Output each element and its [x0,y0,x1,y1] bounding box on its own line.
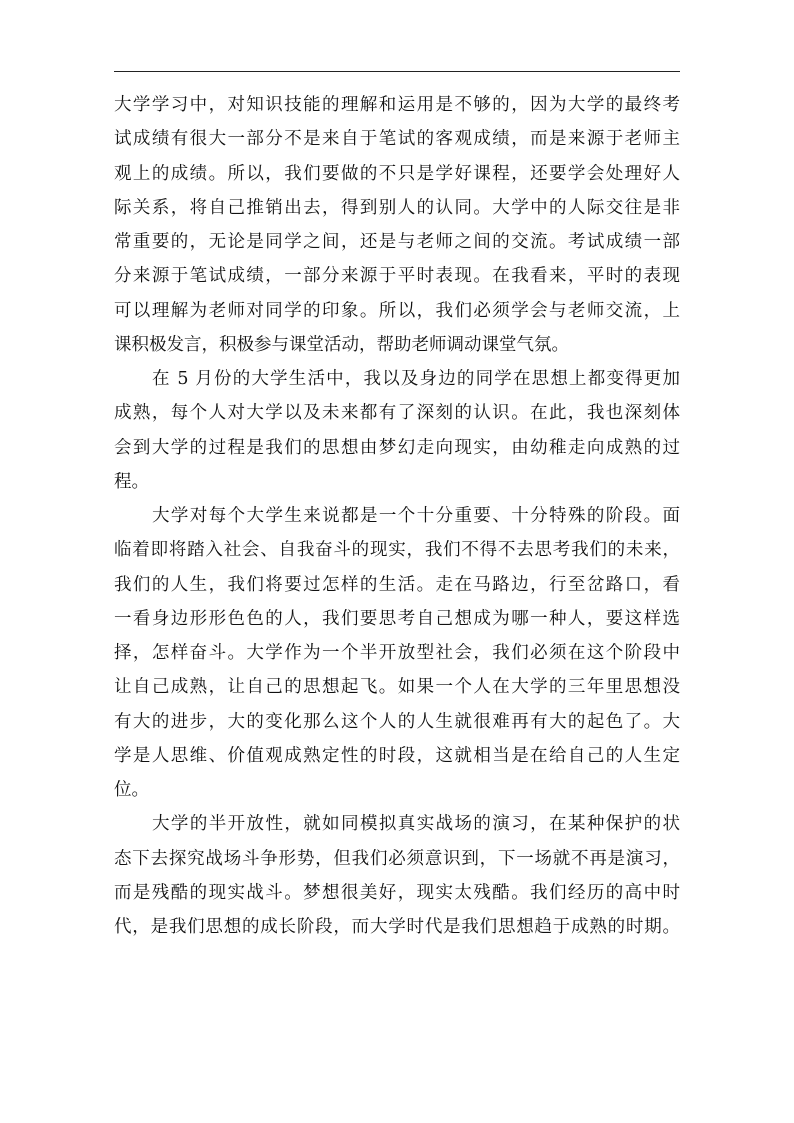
text-line: 大学学习中，对知识技能的理解和运用是不够的，因为大学的最终考 [114,95,680,115]
text-line: 观上的成绩。所以，我们要做的不只是学好课程，还要学会处理好人 [114,163,680,184]
text-line: 程。 [114,471,149,492]
header-rule [114,71,680,72]
text-line: 择，怎样奋斗。大学作为一个半开放型社会，我们必须在这个阶段中 [114,643,680,663]
text-line: 而是残酷的现实战斗。梦想很美好，现实太残酷。我们经历的高中时 [114,882,680,903]
paragraph-3 [114,499,680,807]
text-line: 课积极发言，积极参与课堂活动，帮助老师调动课堂气氛。 [114,334,569,355]
text-line: 际关系，将自己推销出去，得到别人的认同。大学中的人际交往是非 [114,197,680,218]
text-line: 常重要的，无论是同学之间，还是与老师之间的交流。考试成绩一部 [114,232,680,252]
paragraph-2 [114,362,680,499]
text-line: 学是人思维、价值观成熟定性的时段，这就相当是在给自己的人生定 [114,745,680,766]
text-line: 代，是我们思想的成长阶段，而大学时代是我们思想趋于成熟的时期。 [114,917,680,937]
paragraph-1 [114,88,680,362]
paragraph-4 [114,807,680,944]
text-line: 分来源于笔试成绩，一部分来源于平时表现。在我看来，平时的表现 [114,266,680,287]
document-body [114,88,680,944]
text-line: 我们的人生，我们将要过怎样的生活。走在马路边，行至岔路口，看 [114,574,680,595]
text-line: 会到大学的过程是我们的思想由梦幻走向现实，由幼稚走向成熟的过 [114,437,680,458]
text-line: 可以理解为老师对同学的印象。所以，我们必须学会与老师交流，上 [114,300,680,321]
text-line: 大学的半开放性，就如同模拟真实战场的演习，在某种保护的状 [152,814,680,835]
text-line: 在 5 月份的大学生活中，我以及身边的同学在思想上都变得更加 [152,369,680,389]
text-line: 让自己成熟，让自己的思想起飞。如果一个人在大学的三年里思想没 [114,677,680,698]
text-line: 大学对每个大学生来说都是一个十分重要、十分特殊的阶段。面 [152,506,680,526]
text-line: 成熟，每个人对大学以及未来都有了深刻的认识。在此，我也深刻体 [114,403,680,424]
text-line: 一看身边形形色色的人，我们要思考自己想成为哪一种人，要这样选 [114,608,680,629]
text-line: 试成绩有很大一部分不是来自于笔试的客观成绩，而是来源于老师主 [114,129,680,150]
text-line: 有大的进步，大的变化那么这个人的人生就很难再有大的起色了。大 [114,711,680,732]
text-line: 位。 [114,780,149,800]
text-line: 态下去探究战场斗争形势，但我们必须意识到，下一场就不再是演习， [114,848,680,869]
text-line: 临着即将踏入社会、自我奋斗的现实，我们不得不去思考我们的未来， [114,540,680,561]
